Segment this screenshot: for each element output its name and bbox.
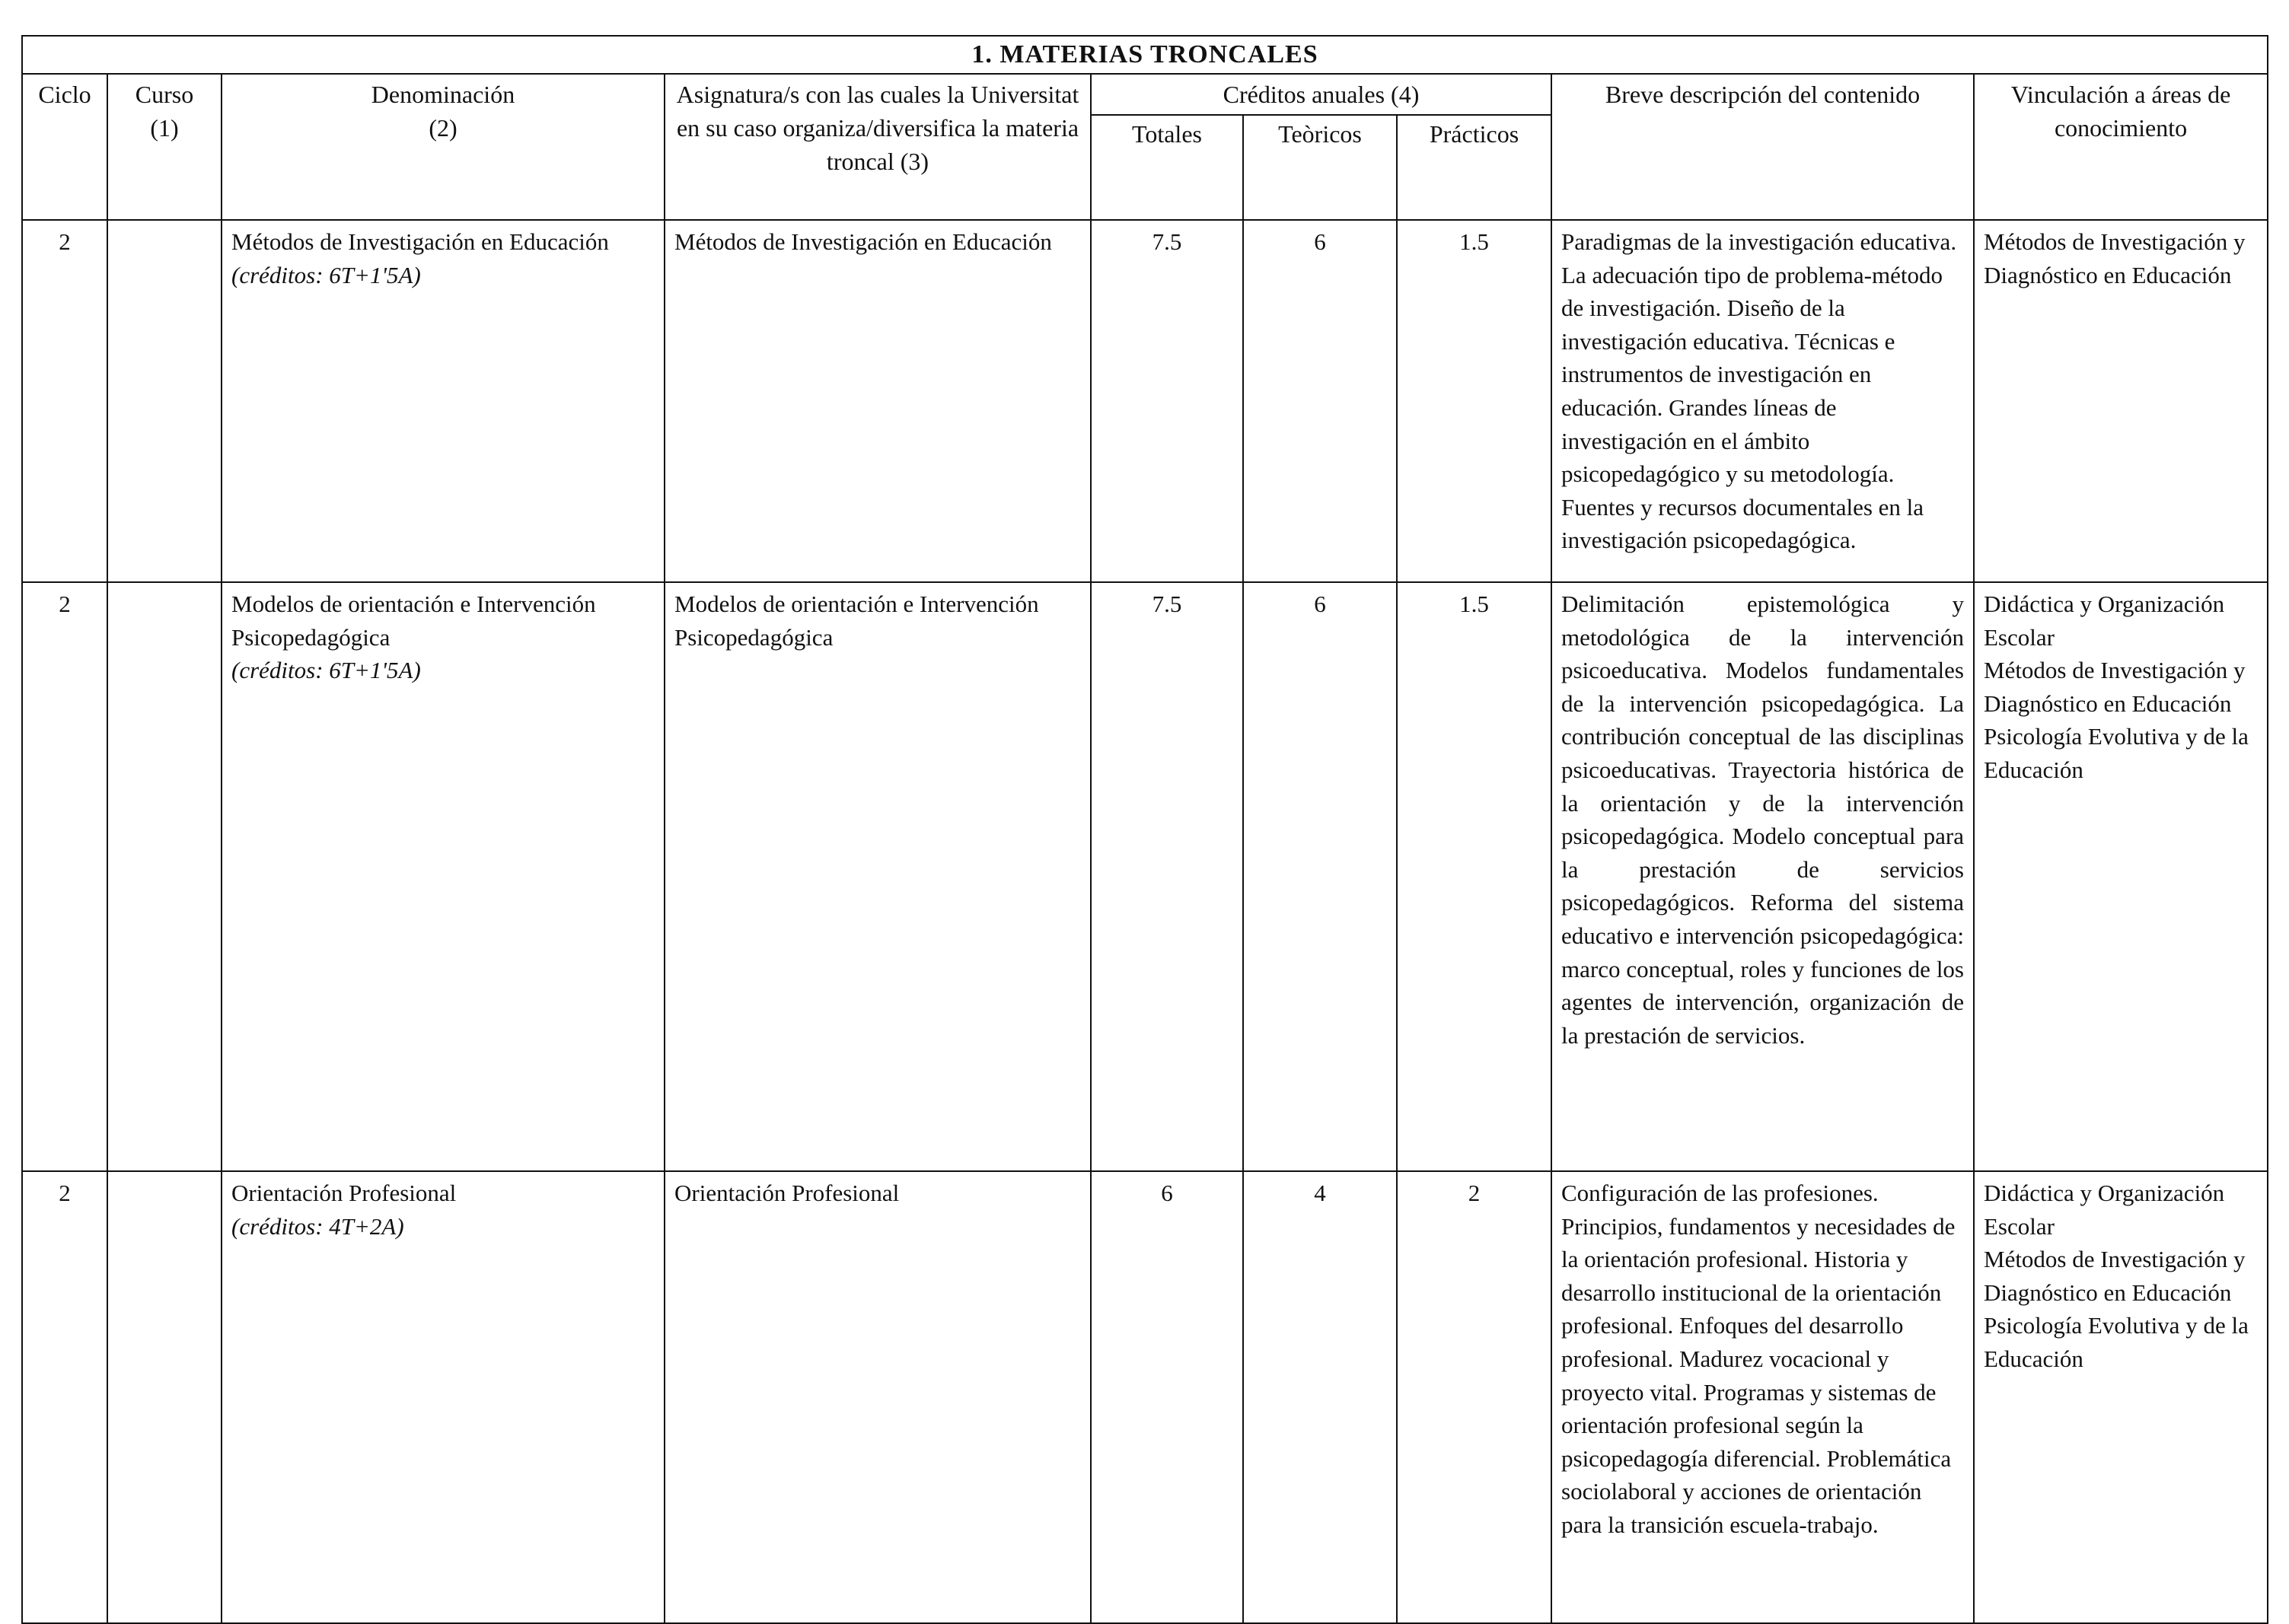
denominacion-text: Métodos de Investigación en Educación: [231, 228, 609, 255]
cell-asignatura: Modelos de orientación e Intervención Psicopedagógica: [665, 582, 1091, 1171]
header-totales: Totales: [1091, 115, 1243, 220]
header-curso-note: (1): [150, 114, 179, 142]
table-title: 1. MATERIAS TRONCALES: [22, 36, 2268, 74]
creditos-note: (créditos: 4T+2A): [231, 1212, 404, 1240]
header-ciclo: Ciclo: [22, 74, 107, 220]
cell-denominacion: [222, 1171, 665, 1623]
cell-curso: [107, 582, 222, 1171]
cell-descripcion: Delimitación epistemológica y metodológica de la intervención psicoeducativa. Modelos fundamentales de la intervención psicopedagógica. La contribución conceptual de las disciplinas psicoeducativas. Trayectoria histórica de la orientación y de la intervención psicopedagógica. Modelo conceptual para la prestación de servicios psicopedagógicos. Reforma del sistema educativo e intervención psicopedagógica: marco conceptual, roles y funciones de los agentes de intervención, organización de la prestación de servicios.: [1551, 582, 1974, 1171]
cell-practicos: 1.5: [1397, 582, 1551, 1171]
area-item: Didáctica y Organización Escolar: [1984, 591, 2225, 651]
area-item: Psicología Evolutiva y de la Educación: [1984, 1312, 2249, 1372]
cell-ciclo: 2: [22, 220, 107, 582]
header-curso: [107, 74, 222, 220]
creditos-note: (créditos: 6T+1'5A): [231, 657, 421, 684]
creditos-note: (créditos: 6T+1'5A): [231, 261, 421, 288]
table-row: [22, 220, 2268, 582]
cell-ciclo: 2: [22, 582, 107, 1171]
cell-areas: [1974, 582, 2268, 1171]
header-teoricos: Teòricos: [1243, 115, 1397, 220]
area-item: Métodos de Investigación y Diagnóstico en Educación: [1984, 228, 2246, 288]
header-denominacion-note: (2): [429, 114, 457, 142]
cell-teoricos: 6: [1243, 220, 1397, 582]
table-row: [22, 1171, 2268, 1623]
cell-curso: [107, 220, 222, 582]
cell-teoricos: 4: [1243, 1171, 1397, 1623]
cell-curso: [107, 1171, 222, 1623]
cell-practicos: 1.5: [1397, 220, 1551, 582]
area-item: Métodos de Investigación y Diagnóstico en Educación: [1984, 657, 2246, 717]
cell-totales: 7.5: [1091, 220, 1243, 582]
header-denominacion: [222, 74, 665, 220]
area-item: Métodos de Investigación y Diagnóstico en Educación: [1984, 1246, 2246, 1306]
cell-descripcion: Configuración de las profesiones. Principios, fundamentos y necesidades de la orientación profesional. Historia y desarrollo institucional de la orientación profesional. Enfoques del desarrollo profesional. Madurez vocacional y proyecto vital. Programas y sistemas de orientación profesional según la psicopedagogía diferencial. Problemática sociolaboral y acciones de orientación para la transición escuela-trabajo.: [1551, 1171, 1974, 1623]
troncales-table: [21, 35, 2268, 1624]
cell-areas: [1974, 1171, 2268, 1623]
document-page: [21, 35, 2267, 1624]
area-item: Psicología Evolutiva y de la Educación: [1984, 723, 2249, 783]
cell-asignatura: Métodos de Investigación en Educación: [665, 220, 1091, 582]
cell-totales: 7.5: [1091, 582, 1243, 1171]
header-asignatura: Asignatura/s con las cuales la Universitat en su caso organiza/diversifica la materia troncal (3): [665, 74, 1091, 220]
header-curso-label: Curso: [135, 81, 194, 108]
cell-denominacion: [222, 220, 665, 582]
cell-areas: [1974, 220, 2268, 582]
header-descripcion: Breve descripción del contenido: [1551, 74, 1974, 220]
table-row: [22, 582, 2268, 1171]
cell-totales: 6: [1091, 1171, 1243, 1623]
cell-descripcion: Paradigmas de la investigación educativa. La adecuación tipo de problema-método de investigación. Diseño de la investigación educativa. Técnicas e instrumentos de investigación en educación. Grandes líneas de investigación en el ámbito psicopedagógico y su metodología. Fuentes y recursos documentales en la investigación psicopedagógica.: [1551, 220, 1974, 582]
cell-teoricos: 6: [1243, 582, 1397, 1171]
cell-ciclo: 2: [22, 1171, 107, 1623]
cell-practicos: 2: [1397, 1171, 1551, 1623]
header-denominacion-label: Denominación: [371, 81, 515, 108]
denominacion-text: Modelos de orientación e Intervención Psicopedagógica: [231, 591, 596, 651]
denominacion-text: Orientación Profesional: [231, 1180, 457, 1206]
area-item: Didáctica y Organización Escolar: [1984, 1180, 2225, 1240]
cell-denominacion: [222, 582, 665, 1171]
header-practicos: Prácticos: [1397, 115, 1551, 220]
header-creditos: Créditos anuales (4): [1091, 74, 1551, 115]
cell-asignatura: Orientación Profesional: [665, 1171, 1091, 1623]
header-vinculacion: Vinculación a áreas de conocimiento: [1974, 74, 2268, 220]
